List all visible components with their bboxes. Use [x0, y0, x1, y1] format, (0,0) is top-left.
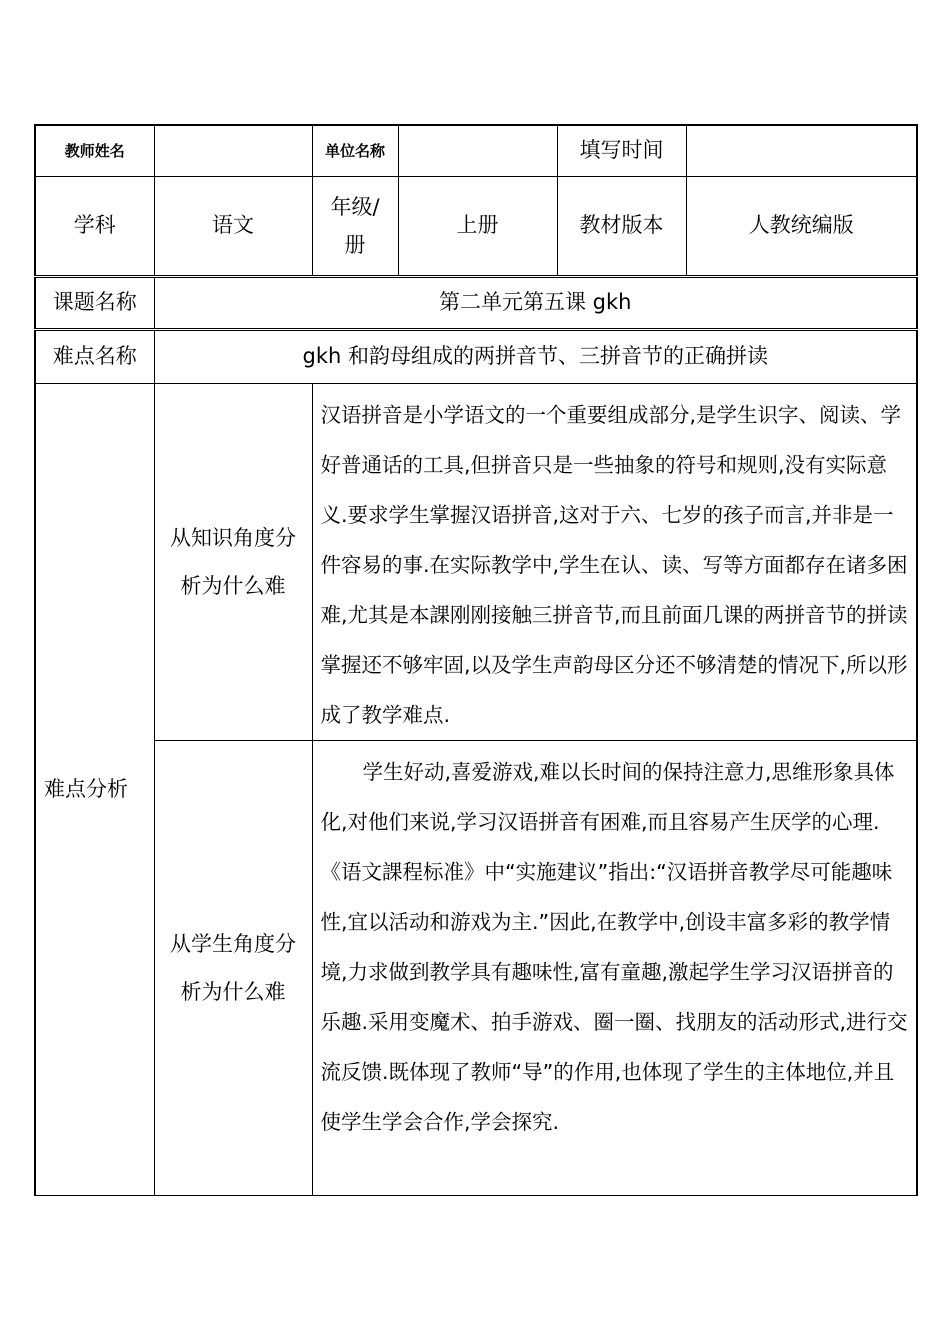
analysis-label: 难点分析 [35, 384, 154, 1196]
unit-name-value[interactable] [398, 125, 557, 177]
student-angle-label: 从学生角度分析为什么难 [170, 932, 296, 1004]
grade-value: 上册 [398, 177, 557, 277]
knowledge-angle-label: 从知识角度分析为什么难 [170, 526, 296, 598]
topic-value: 第二单元第五课 gkh [154, 277, 917, 330]
grade-label: 年级/册 [330, 195, 380, 257]
knowledge-angle-text: 汉语拼音是小学语文的一个重要组成部分,是学生识字、阅读、学好普通话的工具,但拼音只是一些抽象的符号和规则,没有实际意义.要求学生掌握汉语拼音,这对于六、七岁的孩子而言,并非是一件容易的事.在实际教学中,学生在认、读、写等方面都存在诸多困难,尤其是本課刚刚接触三拼音节,而且前面几课的两拼音节的拼读掌握还不够牢固,以及学生声韵母区分还不够清楚的情况下,所以形成了教学难点. [312, 384, 917, 741]
textbook-value: 人教统编版 [686, 177, 917, 277]
textbook-label: 教材版本 [557, 177, 686, 277]
subject-value: 语文 [154, 177, 312, 277]
teacher-name-value[interactable] [154, 125, 312, 177]
student-angle-text: 学生好动,喜爱游戏,难以长时间的保持注意力,思维形象具体化,对他们来说,学习汉语拼音有困难,而且容易产生厌学的心理.《语文課程标准》中“实施建议”指出:“汉语拼音教学尽可能趣味性,宜以活动和游戏为主.”因此,在教学中,创设丰富多彩的教学情境,力求做到教学具有趣味性,富有童趣,激起学生学习汉语拼音的乐趣.采用变魔术、拍手游戏、圈一圈、找朋友的活动形式,进行交流反馈.既体现了教师“导”的作用,也体现了学生的主体地位,并且使学生学会合作,学会探究. [320, 760, 908, 1134]
knowledge-angle-cell [154, 384, 312, 741]
student-angle-cell [154, 741, 312, 1196]
fill-time-label: 填写时间 [557, 125, 686, 177]
subject-label: 学科 [35, 177, 154, 277]
unit-name-label: 单位名称 [312, 125, 398, 177]
teacher-name-label: 教师姓名 [35, 125, 154, 177]
topic-label: 课题名称 [35, 277, 154, 330]
fill-time-value[interactable] [686, 125, 917, 177]
student-angle-text-cell [312, 741, 917, 1196]
difficulty-value: gkh 和韵母组成的两拼音节、三拼音节的正确拼读 [154, 330, 917, 384]
grade-label-cell [312, 177, 398, 277]
lesson-difficulty-form [34, 124, 918, 1196]
difficulty-label: 难点名称 [35, 330, 154, 384]
